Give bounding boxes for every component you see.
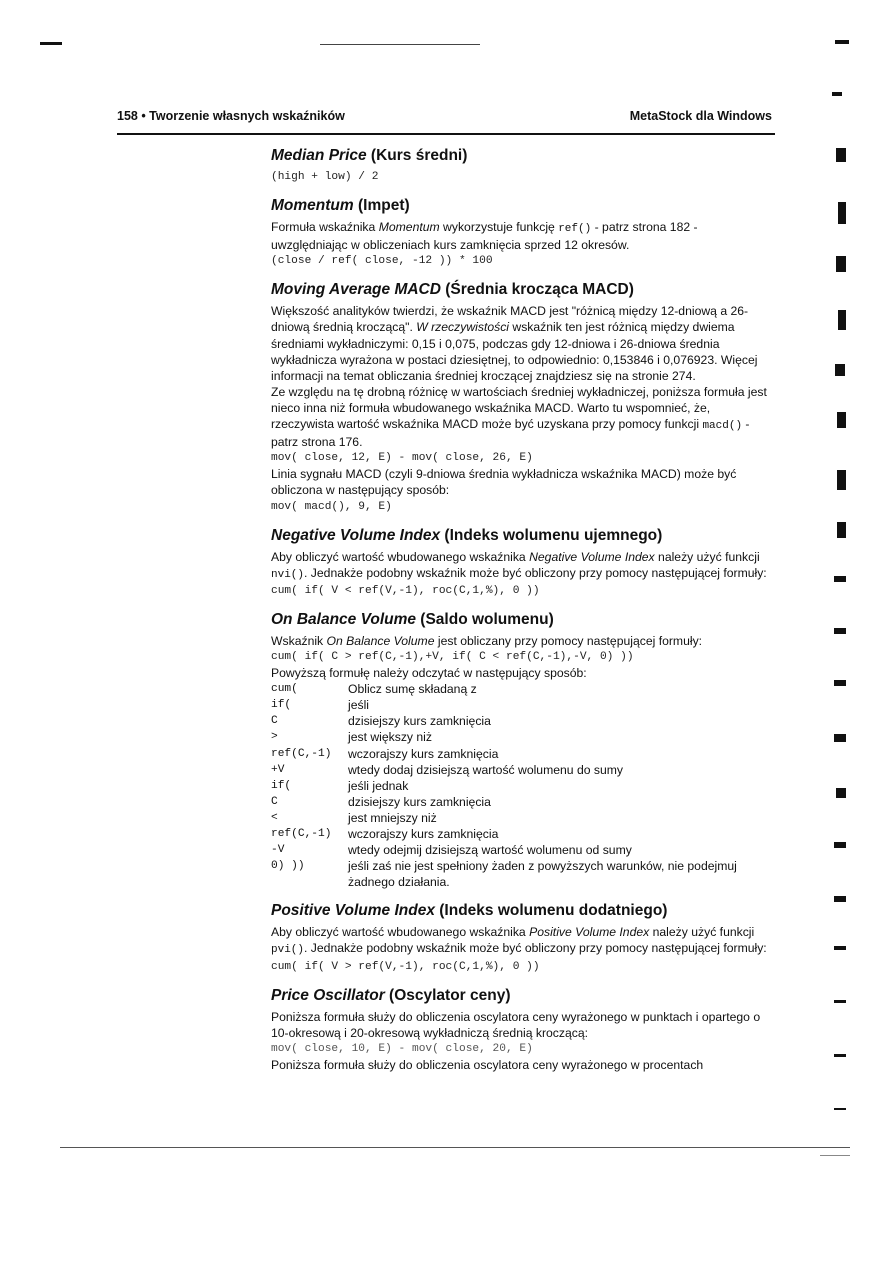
paragraph-nvi: Aby obliczyć wartość wbudowanego wskaźnika Negative Volume Index należy użyć funkcji nvi(). Jednakże podobny wskaźnik może być obliczony przy pomocy następującej formuły: — [271, 549, 767, 581]
binding-mark — [837, 522, 846, 538]
binding-mark — [834, 946, 846, 950]
binding-mark — [834, 1000, 846, 1003]
binding-mark — [836, 788, 846, 798]
paragraph-pvi: Aby obliczyć wartość wbudowanego wskaźnika Positive Volume Index należy użyć funkcji pvi(). Jednakże podobny wskaźnik może być obliczony przy pomocy następującej formuły: — [271, 925, 767, 957]
binding-mark — [836, 256, 846, 272]
formula-nvi: cum( if( V < ref(V,-1), roc(C,1,%), 0 )) — [271, 584, 540, 597]
section-heading-momentum: Momentum (Impet) — [271, 197, 410, 215]
section-heading-nvi: Negative Volume Index (Indeks wolumenu ujemnego) — [271, 526, 663, 544]
scan-line — [820, 1155, 850, 1156]
list-item: 0) )) jeśli zaś nie jest spełniony żaden z powyższych warunków, nie podejmuj żadnego działania. — [271, 859, 737, 890]
binding-mark — [834, 576, 846, 582]
paragraph-macd-2: Ze względu na tę drobną różnicę w wartościach średniej wykładniczej, poniższa formuła jest nieco inna niż formuła wbudowanego wskaźnika MACD. Warto tu wspomnieć, że, rzeczywista wartość wskaźnika MACD może być uzyskana przy pomocy funkcji macd() - patrz strona 176. — [271, 384, 767, 450]
formula-price-oscillator: mov( close, 10, E) - mov( close, 20, E) — [271, 1042, 533, 1055]
section-heading-obv: On Balance Volume (Saldo wolumenu) — [271, 610, 554, 628]
list-item: cum( Oblicz sumę składaną z — [271, 682, 477, 697]
list-item: C dzisiejszy kurs zamknięcia — [271, 714, 491, 729]
binding-mark — [837, 412, 846, 428]
list-item: -V wtedy odejmij dzisiejszą wartość wolumenu od sumy — [271, 843, 632, 858]
binding-mark — [834, 680, 846, 686]
paragraph-price-oscillator-2: Poniższa formuła służy do obliczenia oscylatora ceny wyrażonego w procentach — [271, 1057, 704, 1072]
list-item: C dzisiejszy kurs zamknięcia — [271, 794, 491, 809]
binding-mark — [832, 92, 842, 96]
list-item: +V wtedy dodaj dzisiejszą wartość wolumenu do sumy — [271, 762, 624, 777]
paragraph-macd-1: Większość analityków twierdzi, że wskaźnik MACD jest "różnicą między 12-dniową a 26-dniową średnią kroczącą". W rzeczywistości wskaźnik ten jest różnicą między dwiema średniami wykładniczymi: 0,15 i 0,075, podczas gdy 12-dniowa i 26-dniowa średnia wykładnicza wyrażona w postaci dziesiętnej, to odpowiednio: 0,153846 i 0,076923. Więcej informacji na temat obliczania średniej kroczącej znajdziesz się na stronie 274. — [271, 304, 758, 383]
binding-mark — [834, 896, 846, 902]
binding-mark — [835, 364, 845, 376]
running-header-left: 158 • Tworzenie własnych wskaźników — [117, 109, 345, 123]
binding-mark — [838, 310, 846, 330]
section-heading-price-oscillator: Price Oscillator (Oscylator ceny) — [271, 986, 511, 1004]
binding-mark — [838, 202, 846, 224]
list-item: ref(C,-1) wczorajszy kurs zamknięcia — [271, 746, 499, 761]
binding-mark — [836, 148, 846, 162]
formula-obv: cum( if( C > ref(C,-1),+V, if( C < ref(C,-1),-V, 0) )) — [271, 650, 634, 663]
paragraph-momentum: Formuła wskaźnika Momentum wykorzystuje funkcję ref() - patrz strona 182 - uwzględniając w obliczeniach kurs zamknięcia sprzed 12 okresów. — [271, 220, 698, 253]
paragraph-price-oscillator-1: Poniższa formuła służy do obliczenia oscylatora ceny wyrażonego w punktach i opartego o 10-okresową i 20-okresową wykładniczą średnią kroczącą: — [271, 1009, 761, 1040]
binding-mark — [835, 40, 849, 44]
list-item: ref(C,-1) wczorajszy kurs zamknięcia — [271, 827, 499, 841]
paragraph-obv-explain: Powyższą formułę należy odczytać w następujący sposób: — [271, 666, 587, 681]
paragraph-obv: Wskaźnik On Balance Volume jest obliczany przy pomocy następującej formuły: — [271, 633, 703, 648]
binding-mark — [837, 470, 846, 490]
scan-line — [320, 44, 480, 45]
formula-median-price: (high + low) / 2 — [271, 171, 379, 183]
section-heading-pvi: Positive Volume Index (Indeks wolumenu dodatniego) — [271, 902, 668, 920]
header-rule — [117, 133, 775, 135]
binding-mark — [834, 734, 846, 742]
list-item: > jest większy niż — [271, 730, 432, 745]
running-header-right: MetaStock dla Windows — [629, 109, 772, 123]
obv-breakdown-table — [271, 681, 771, 890]
binding-mark — [834, 1108, 846, 1110]
list-item: if( jeśli jednak — [271, 778, 409, 793]
paragraph-macd-signal: Linia sygnału MACD (czyli 9-dniowa średnia wykładnicza wskaźnika MACD) może być obliczona w następujący sposób: — [271, 467, 737, 498]
binding-mark — [834, 1054, 846, 1057]
binding-mark — [834, 628, 846, 634]
scan-line — [60, 1147, 850, 1148]
page-content — [271, 146, 771, 1073]
section-heading-macd: Moving Average MACD (Średnia krocząca MACD) — [271, 281, 634, 299]
formula-pvi: cum( if( V > ref(V,-1), roc(C,1,%), 0 )) — [271, 960, 540, 973]
binding-mark — [834, 842, 846, 848]
formula-macd-signal: mov( macd(), 9, E) — [271, 500, 392, 513]
list-item: < jest mniejszy niż — [271, 810, 437, 825]
list-item: if( jeśli — [271, 698, 369, 713]
section-heading-median-price: Median Price (Kurs średni) — [271, 147, 468, 164]
scan-mark — [40, 42, 62, 45]
formula-momentum: (close / ref( close, -12 )) * 100 — [271, 255, 493, 268]
formula-macd: mov( close, 12, E) - mov( close, 26, E) — [271, 452, 533, 465]
